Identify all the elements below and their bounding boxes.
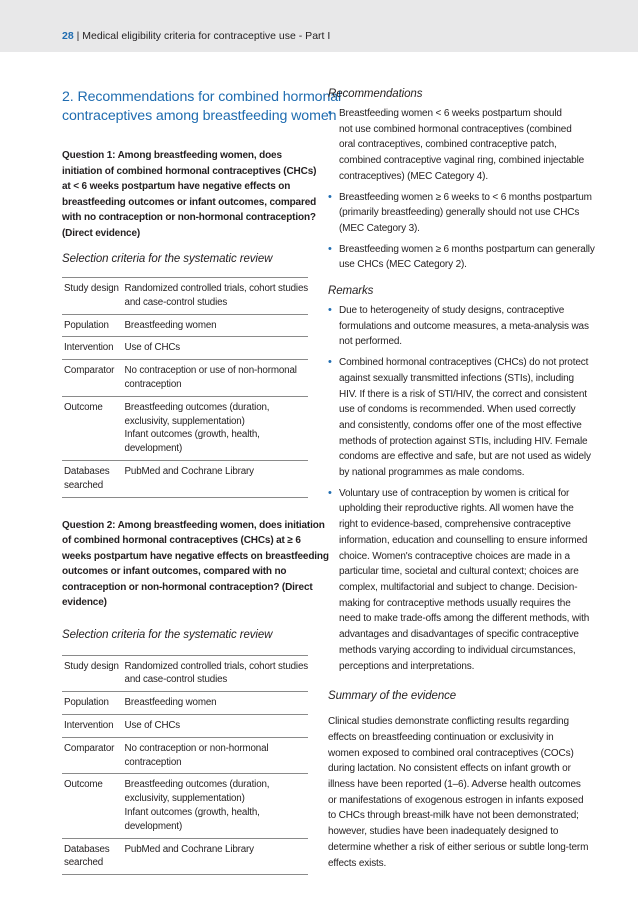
list-line: use of condoms is recommended. When used correctly [339,404,576,416]
list-line: methods varying according to individual circumstances, [339,644,576,656]
question-line: Question 2: Among breastfeeding women, does initiation [62,519,325,531]
row-value: Use of CHCs [123,714,308,737]
row-key: Population [62,314,123,337]
value-line: No contraception or non-hormonal [124,742,269,754]
row-key: Outcome [62,396,123,460]
remarks-heading: Remarks [328,285,374,298]
list-item [328,190,592,237]
value-line: exclusivity, supplementation) [124,793,245,805]
list-line: • Combined hormonal contraceptives (CHCs) do not protect [339,357,589,369]
row-key: Intervention [62,714,123,737]
list-line: need to make trade-offs among the different methods, with [339,613,590,625]
list-line: choice. Women's contraceptive choices are made in a [339,550,570,562]
list-line: upholding their reproductive rights. All women have the [339,503,574,515]
question-line: weeks postpartum have negative effects on breastfeeding [62,550,329,562]
running-title: Medical eligibility criteria for contraceptive use - Part I [82,30,331,42]
list-line: complex, multifactorial and subject to change. Decision- [339,581,578,593]
value-line: and case-control studies [124,674,228,686]
value-line: Infant outcomes (growth, health, [124,806,260,818]
section-title-line: contraceptives among breastfeeding women [62,108,337,124]
summary-line: Clinical studies demonstrate conflicting results regarding [328,716,569,728]
list-item [328,106,585,185]
table-row [62,314,308,337]
row-key: Study design [62,278,123,315]
row-key: Intervention [62,337,123,360]
question-line: with no contraception or non-hormonal contraception? [62,212,316,223]
list-line: not performed. [339,336,402,348]
row-value [123,360,308,397]
question-line: at < 6 weeks postpartum have negative effects on [62,181,291,192]
list-line: • Voluntary use of contraception by women is critical for [339,487,570,499]
value-line: contraception [124,378,182,390]
summary-line: determine whether a risk of either serious or subtle long-term [328,841,589,853]
page-number: 28 [62,30,74,42]
row-key [62,460,123,497]
table-row [62,337,308,360]
table-row [62,360,308,397]
table-row [62,714,308,737]
recommendations-heading: Recommendations [328,88,423,100]
summary-heading: Summary of the evidence [328,690,457,703]
list-line: formulations and outcome measures, a meta-analysis was [339,320,589,332]
remarks-list [328,303,591,674]
key-line: Databases [64,465,110,477]
table-row [62,396,308,460]
list-line: and consistently, condoms offer one of the most effective [339,419,582,431]
list-line: oral contraceptives, combined contraceptive patch, [339,139,557,151]
list-line: HIV. If there is a risk of STI/HIV, the correct and consistent [339,388,587,400]
left-column [62,88,342,875]
list-line: not use combined hormonal contraceptives (combined [339,123,572,135]
question-line: of combined hormonal contraceptives (CHCs) at ≥ 6 [62,535,301,547]
row-value: Breastfeeding women [123,692,308,715]
question-line: contraception or non-hormonal contraception? (Direct [62,581,313,593]
key-line: searched [64,857,104,869]
list-item [328,303,589,350]
question-2 [62,518,329,611]
row-value: Breastfeeding women [123,314,308,337]
value-line: Breastfeeding outcomes (duration, [124,779,270,791]
value-line: contraception [124,756,182,768]
list-line: by national programmes as male condoms. [339,467,525,479]
running-header-text [62,30,330,42]
value-line: and case-control studies [124,296,228,308]
list-line: (primarily breastfeeding) generally should not use CHCs [339,207,580,219]
section-title-line: 2. Recommendations for combined hormonal [62,89,342,105]
question-line: initiation of combined hormonal contraceptives (CHCs) [62,165,317,177]
summary-paragraph [328,714,589,871]
summary-line: to CHCs through breast-milk have not been demonstrated; [328,810,579,822]
list-line: • Breastfeeding women ≥ 6 weeks to < 6 months postpartum [339,191,592,203]
row-value: PubMed and Cochrane Library [123,838,308,875]
table-row [62,460,308,497]
list-line: methods of protection against STIs, including HIV. Female [339,435,588,447]
table-row [62,278,308,315]
summary-line: women exposed to combined oral contraceptives (COCs) [328,747,574,759]
row-value [123,396,308,460]
summary-line: effects exists. [328,857,387,869]
value-line: Randomized controlled trials, cohort studies [124,283,308,294]
list-line: combined contraceptive vaginal ring, combined injectable [339,155,585,167]
list-line: • Due to heterogeneity of study designs, contraceptive [339,305,565,317]
value-line: No contraception or use of non-hormonal [124,365,297,377]
value-line: development) [124,820,183,832]
question-line: (Direct evidence) [62,227,141,239]
question-line: Question 1: Among breastfeeding women, does [62,150,282,161]
row-key: Study design [62,655,123,692]
list-line: making for contraceptive methods usually requires the [339,597,571,609]
section-title [62,88,342,126]
value-line: Breastfeeding outcomes (duration, [124,401,270,413]
row-value [123,774,308,838]
list-item [328,355,591,481]
key-line: searched [64,479,104,491]
list-line: condoms are effective and safe, but are not used as widely [339,451,591,463]
list-line: perceptions and interpretations. [339,660,475,672]
running-header [0,0,638,52]
row-key: Outcome [62,774,123,838]
value-line: development) [124,443,183,455]
summary-line: or manifestations of exogenous estrogen in infants exposed [328,794,584,806]
table-row [62,838,308,875]
header-separator: | [76,30,80,42]
list-line: (MEC Category 3). [339,222,420,234]
criteria-table-1 [62,277,308,498]
list-item [328,486,590,674]
table-row [62,692,308,715]
criteria-table-2 [62,655,308,876]
row-value [123,737,308,774]
row-key: Comparator [62,360,123,397]
question-1 [62,148,317,241]
row-value: Use of CHCs [123,337,308,360]
row-value [123,655,308,692]
recommendations-list [328,106,595,273]
row-value: PubMed and Cochrane Library [123,460,308,497]
list-line: • Breastfeeding women < 6 weeks postpartum should [339,108,562,119]
right-column [328,88,595,871]
list-line: information, education and counselling to ensure informed [339,534,588,546]
summary-line: during lactation. No consistent effects on infant growth or [328,763,571,775]
list-item [328,242,595,273]
question-line: outcomes or infant outcomes, compared with no [62,566,287,578]
summary-line: effects on breastfeeding continuation or exclusivity in [328,731,554,743]
list-line: contraceptives) (MEC Category 4). [339,170,488,182]
question-line: breastfeeding outcomes or infant outcomes, compared [62,196,317,208]
row-key: Comparator [62,737,123,774]
list-line: advantages and disadvantages of specific contraceptive [339,629,579,641]
value-line: Infant outcomes (growth, health, [124,429,260,441]
list-line: use CHCs (MEC Category 2). [339,259,467,271]
selection-criteria-label-2: Selection criteria for the systematic review [62,628,273,641]
row-key [62,838,123,875]
key-line: Databases [64,843,110,855]
summary-line: illness have been reported (1–6). Adverse health outcomes [328,779,581,791]
list-line: against sexually transmitted infections (STIs), including [339,372,574,384]
list-line: right to evidence-based, comprehensive contraceptive [339,519,571,531]
value-line: exclusivity, supplementation) [124,415,245,427]
value-line: Randomized controlled trials, cohort studies [124,660,308,672]
question-line: evidence) [62,597,107,609]
list-line: • Breastfeeding women ≥ 6 months postpartum can generally [339,243,595,255]
table-row [62,655,308,692]
row-value [123,278,308,315]
table-row [62,774,308,838]
summary-line: however, studies have been inadequately designed to [328,826,559,838]
table-row [62,737,308,774]
row-key: Population [62,692,123,715]
selection-criteria-label-1: Selection criteria for the systematic review [62,253,273,265]
list-line: particular time, societal and cultural context; choices are [339,566,579,578]
